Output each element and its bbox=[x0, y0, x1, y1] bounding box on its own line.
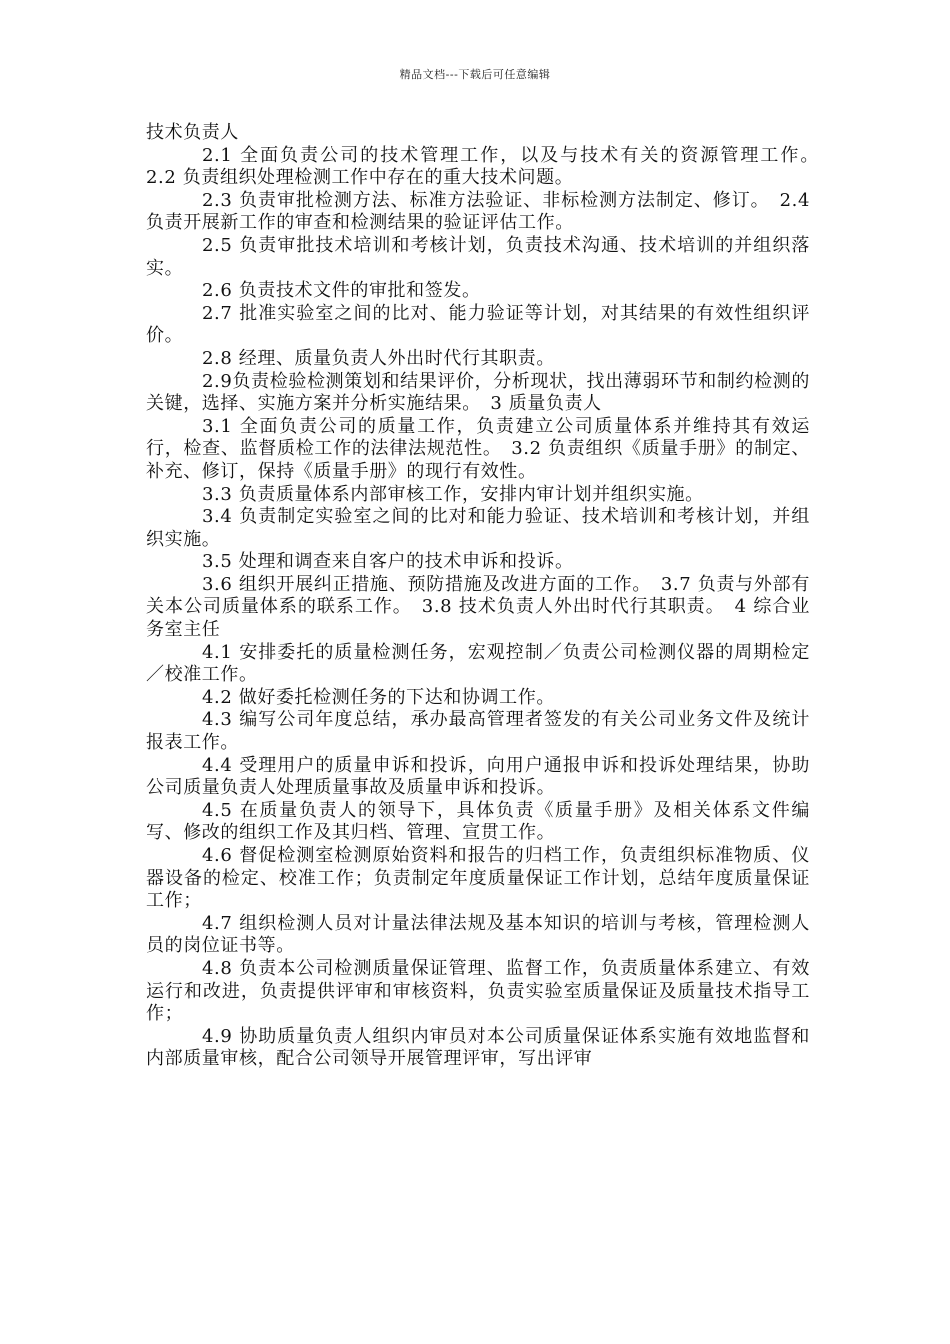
paragraph: 2.1 全面负责公司的技术管理工作，以及与技术有关的资源管理工作。 2.2 负责组织处理检测工作中存在的重大技术问题。 bbox=[146, 144, 829, 189]
paragraph: 3.4 负责制定实验室之间的比对和能力验证、技术培训和考核计划，并组织实施。 bbox=[146, 506, 810, 550]
paragraph: 4.4 受理用户的质量申诉和投诉，向用户通报申诉和投诉处理结果，协助公司质量负责人处理质量事故及质量申诉和投诉。 bbox=[146, 754, 810, 799]
page-header: 精品文档---下载后可任意编辑 bbox=[399, 68, 551, 81]
paragraph: 4.5 在质量负责人的领导下，具体负责《质量手册》及相关体系文件编写、修改的组织工作及其归档、管理、宣贯工作。 bbox=[146, 799, 810, 844]
paragraph: 3.6 组织开展纠正措施、预防措施及改进方面的工作。 3.7 负责与外部有关本公司质量体系的联系工作。 3.8 技术负责人外出时代行其职责。 4 综合业务室主任 bbox=[146, 573, 810, 641]
paragraph: 3.3 负责质量体系内部审核工作，安排内审计划并组织实施。 bbox=[202, 483, 704, 505]
paragraph: 2.8 经理、质量负责人外出时代行其职责。 bbox=[202, 347, 555, 369]
paragraph: 2.5 负责审批技术培训和考核计划，负责技术沟通、技术培训的并组织落实。 bbox=[146, 234, 810, 279]
paragraph: 4.2 做好委托检测任务的下达和协调工作。 bbox=[202, 686, 555, 708]
section-heading: 技术负责人 bbox=[146, 122, 239, 143]
paragraph: 4.3 编写公司年度总结，承办最高管理者签发的有关公司业务文件及统计报表工作。 bbox=[146, 709, 810, 754]
paragraph: 4.1 安排委托的质量检测任务，宏观控制／负责公司检测仪器的周期检定／校准工作。 bbox=[146, 641, 810, 686]
paragraph: 2.7 批准实验室之间的比对、能力验证等计划，对其结果的有效性组织评价。 bbox=[146, 302, 810, 347]
paragraph: 2.3 负责审批检测方法、标准方法验证、非标检测方法制定、修订。 2.4 负责开展新工作的审查和检测结果的验证评估工作。 bbox=[146, 189, 810, 234]
paragraph: 4.6 督促检测室检测原始资料和报告的归档工作，负责组织标准物质、仪器设备的检定、校准工作；负责制定年度质量保证工作计划，总结年度质量保证工作； bbox=[146, 845, 810, 912]
document-body bbox=[146, 122, 829, 1071]
paragraph: 4.9 协助质量负责人组织内审员对本公司质量保证体系实施有效地监督和内部质量审核，配合公司领导开展管理评审，写出评审 bbox=[146, 1025, 810, 1070]
paragraph: 3.1 全面负责公司的质量工作，负责建立公司质量体系并维持其有效运行，检查、监督质检工作的法律法规范性。 3.2 负责组织《质量手册》的制定、补充、修订，保持《质量手册》的现行有效性。 bbox=[146, 415, 810, 482]
paragraph: 2.6 负责技术文件的审批和签发。 bbox=[202, 280, 481, 302]
paragraph: 4.8 负责本公司检测质量保证管理、监督工作，负责质量体系建立、有效运行和改进，负责提供评审和审核资料，负责实验室质量保证及质量技术指导工作； bbox=[146, 957, 810, 1025]
paragraph: 4.7 组织检测人员对计量法律法规及基本知识的培训与考核，管理检测人员的岗位证书等。 bbox=[146, 912, 810, 957]
paragraph: 3.5 处理和调查来自客户的技术申诉和投诉。 bbox=[202, 551, 574, 573]
paragraph: 2.9负责检验检测策划和结果评价，分析现状，找出薄弱环节和制约检测的关键，选择、实施方案并分析实施结果。 3 质量负责人 bbox=[146, 370, 810, 415]
